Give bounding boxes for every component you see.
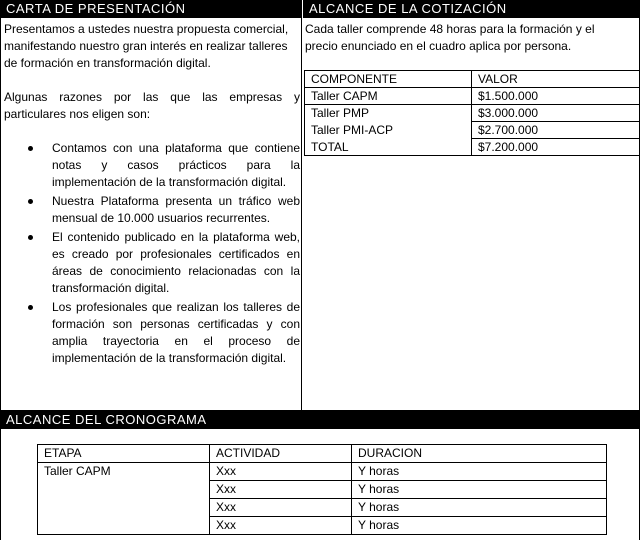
quote-table: [304, 70, 640, 156]
column-header-component: COMPONENTE: [305, 71, 472, 88]
table-cell: Taller PMI-ACP: [305, 122, 472, 139]
table-cell: Y horas: [352, 499, 607, 517]
column-header-duration: DURACION: [352, 445, 607, 463]
schedule-table: [37, 444, 607, 535]
table-row: [305, 139, 640, 156]
list-item: Contamos con una plataforma que contiene notas y casos prácticos para la implementación de la transformación digital.: [52, 141, 300, 189]
list-item: Nuestra Plataforma presenta un tráfico web mensual de 10.000 usuarios recurrentes.: [52, 194, 300, 225]
quote-scope-panel: [302, 18, 640, 410]
table-cell: Xxx: [210, 463, 352, 481]
intro-line-1: Presentamos a ustedes nuestra propuesta comercial,: [4, 22, 289, 36]
presentation-header: CARTA DE PRESENTACIÓN: [0, 0, 302, 18]
table-cell: $3.000.000: [472, 105, 640, 122]
column-header-value: VALOR: [472, 71, 640, 88]
table-cell: TOTAL: [305, 139, 472, 156]
table-row: [305, 122, 640, 139]
column-header-activity: ACTIVIDAD: [210, 445, 352, 463]
table-cell: $7.200.000: [472, 139, 640, 156]
table-cell: Y horas: [352, 463, 607, 481]
table-cell: Taller CAPM: [305, 88, 472, 105]
table-row: [38, 481, 607, 499]
table-cell: Xxx: [210, 499, 352, 517]
table-cell: $1.500.000: [472, 88, 640, 105]
table-cell: [38, 517, 210, 535]
table-cell: Taller PMP: [305, 105, 472, 122]
table-header-row: [38, 445, 607, 463]
table-row: [38, 517, 607, 535]
table-row: [305, 88, 640, 105]
schedule-header: ALCANCE DEL CRONOGRAMA: [0, 410, 640, 429]
table-cell: [38, 499, 210, 517]
table-cell: Taller CAPM: [38, 463, 210, 481]
table-cell: $2.700.000: [472, 122, 640, 139]
table-cell: Xxx: [210, 481, 352, 499]
intro-line-2: manifestando nuestro gran interés en realizar talleres: [4, 39, 288, 53]
column-header-stage: ETAPA: [38, 445, 210, 463]
table-cell: [38, 481, 210, 499]
table-cell: Y horas: [352, 481, 607, 499]
quote-scope-header: ALCANCE DE LA COTIZACIÓN: [302, 0, 640, 18]
table-header-row: [305, 71, 640, 88]
list-item: El contenido publicado en la plataforma web, es creado por profesionales certificados en áreas de conocimiento relacionadas con la transformación digital.: [52, 230, 300, 295]
table-row: [38, 463, 607, 481]
table-row: [305, 105, 640, 122]
table-cell: Xxx: [210, 517, 352, 535]
reasons-paragraph: Algunas razones por las que las empresas y particulares nos eligen son:: [4, 90, 300, 121]
table-cell: Y horas: [352, 517, 607, 535]
table-row: [38, 499, 607, 517]
presentation-letter: [0, 18, 302, 410]
quote-intro-line-2: precio enunciado en el cuadro aplica por persona.: [305, 39, 572, 53]
reasons-list: [4, 140, 301, 367]
schedule-panel: [0, 429, 640, 540]
quote-intro-line-1: Cada taller comprende 48 horas para la formación y el: [305, 22, 595, 36]
list-item: Los profesionales que realizan los talleres de formación son personas certificadas y con amplia trayectoria en el proceso de implementación de la transformación digital.: [52, 300, 300, 365]
intro-line-3: de formación en transformación digital.: [4, 56, 211, 70]
